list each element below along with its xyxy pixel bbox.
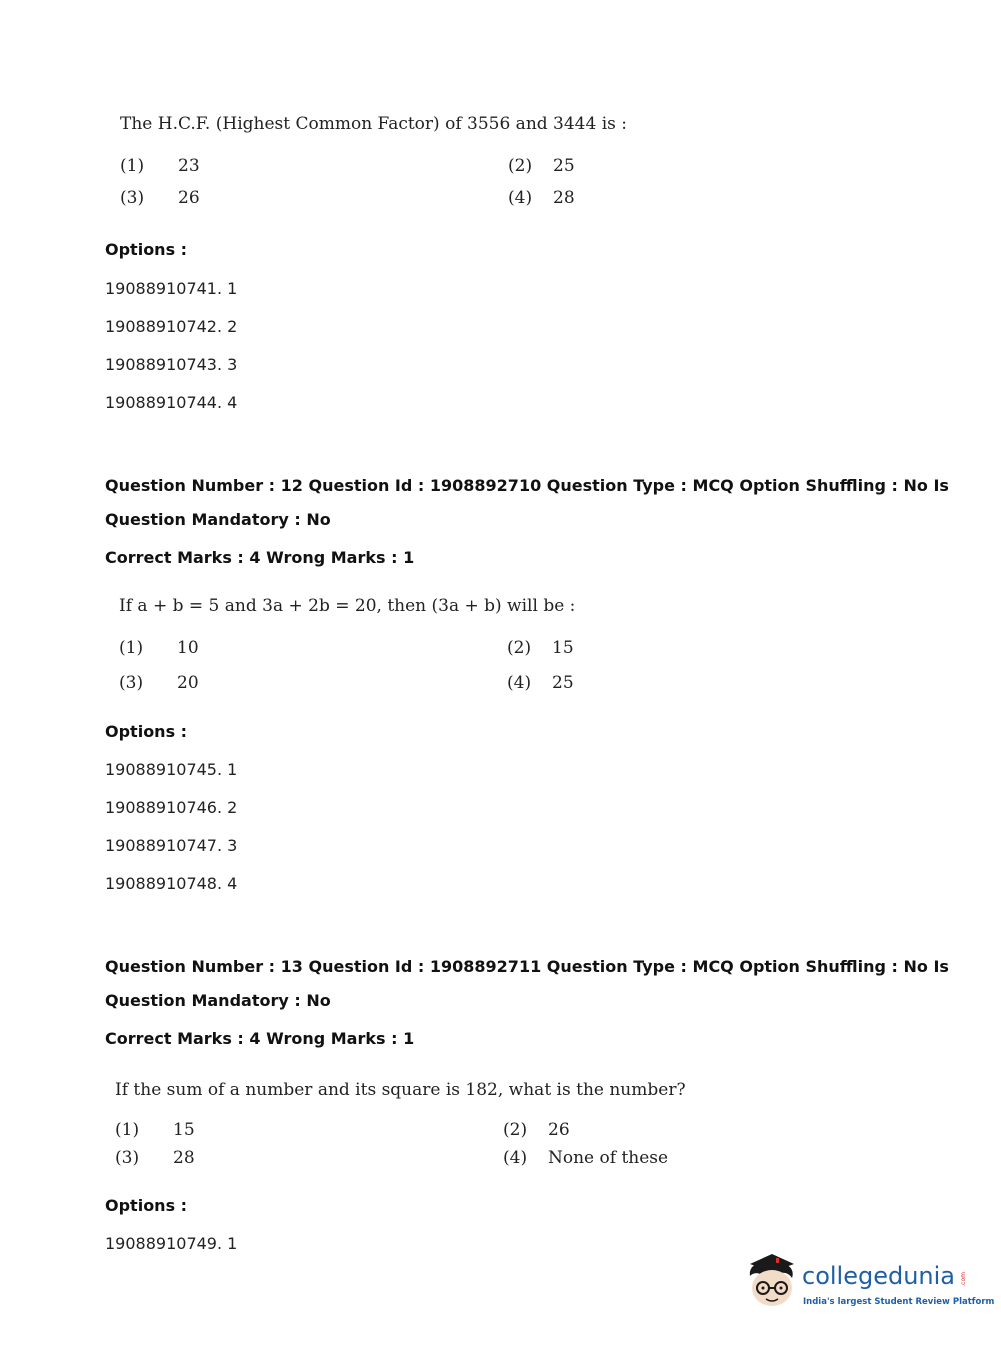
choice-number: (1) bbox=[120, 156, 145, 176]
choice-4 bbox=[507, 673, 574, 693]
choice-value: 10 bbox=[177, 638, 199, 658]
question-meta: Question Number : 13 Question Id : 1908892711 Question Type : MCQ Option Shuffling : No Is bbox=[105, 957, 949, 976]
option-item: 19088910746. 2 bbox=[105, 798, 238, 817]
question-text: If a + b = 5 and 3a + 2b = 20, then (3a + b) will be : bbox=[119, 596, 576, 616]
options-label: Options : bbox=[105, 722, 188, 741]
option-item: 19088910747. 3 bbox=[105, 836, 238, 855]
question-marks: Correct Marks : 4 Wrong Marks : 1 bbox=[105, 548, 415, 567]
option-item: 19088910744. 4 bbox=[105, 393, 238, 412]
choice-number: (2) bbox=[503, 1120, 528, 1140]
question-mandatory: Question Mandatory : No bbox=[105, 991, 331, 1010]
choice-2 bbox=[503, 1120, 570, 1140]
choice-value: 23 bbox=[178, 156, 200, 176]
choice-1 bbox=[119, 638, 199, 658]
choice-2 bbox=[508, 156, 575, 176]
choice-number: (3) bbox=[119, 673, 144, 693]
choice-number: (1) bbox=[119, 638, 144, 658]
choice-number: (4) bbox=[508, 188, 533, 208]
option-item: 19088910743. 3 bbox=[105, 355, 238, 374]
choice-value: 28 bbox=[553, 188, 575, 208]
question-text: The H.C.F. (Highest Common Factor) of 3556 and 3444 is : bbox=[120, 114, 628, 134]
options-label: Options : bbox=[105, 240, 188, 259]
choice-value: None of these bbox=[548, 1148, 669, 1168]
choice-number: (2) bbox=[507, 638, 532, 658]
choice-3 bbox=[115, 1148, 195, 1168]
choice-value: 25 bbox=[552, 673, 574, 693]
choice-4 bbox=[503, 1148, 668, 1168]
choice-value: 15 bbox=[552, 638, 574, 658]
choice-number: (3) bbox=[115, 1148, 140, 1168]
option-item: 19088910749. 1 bbox=[105, 1234, 238, 1253]
options-label: Options : bbox=[105, 1196, 188, 1215]
option-item: 19088910741. 1 bbox=[105, 279, 238, 298]
choice-3 bbox=[119, 673, 199, 693]
choice-1 bbox=[115, 1120, 195, 1140]
choice-3 bbox=[120, 188, 200, 208]
choice-value: 15 bbox=[173, 1120, 195, 1140]
choice-4 bbox=[508, 188, 575, 208]
choice-number: (2) bbox=[508, 156, 533, 176]
logo-com: .com bbox=[960, 1272, 967, 1287]
logo-wordmark: collegedunia bbox=[802, 1262, 956, 1290]
choice-number: (1) bbox=[115, 1120, 140, 1140]
option-item: 19088910748. 4 bbox=[105, 874, 238, 893]
choice-number: (4) bbox=[503, 1148, 528, 1168]
option-item: 19088910745. 1 bbox=[105, 760, 238, 779]
choice-2 bbox=[507, 638, 574, 658]
logo-tagline: India's largest Student Review Platform bbox=[803, 1297, 995, 1307]
collegedunia-mascot-icon bbox=[742, 1250, 802, 1314]
choice-value: 26 bbox=[178, 188, 200, 208]
choice-value: 25 bbox=[553, 156, 575, 176]
option-item: 19088910742. 2 bbox=[105, 317, 238, 336]
choice-1 bbox=[120, 156, 200, 176]
choice-number: (3) bbox=[120, 188, 145, 208]
question-meta: Question Number : 12 Question Id : 1908892710 Question Type : MCQ Option Shuffling : No Is bbox=[105, 476, 949, 495]
choice-number: (4) bbox=[507, 673, 532, 693]
question-mandatory: Question Mandatory : No bbox=[105, 510, 331, 529]
choice-value: 20 bbox=[177, 673, 199, 693]
question-marks: Correct Marks : 4 Wrong Marks : 1 bbox=[105, 1029, 415, 1048]
question-text: If the sum of a number and its square is 182, what is the number? bbox=[115, 1080, 686, 1100]
choice-value: 26 bbox=[548, 1120, 570, 1140]
choice-value: 28 bbox=[173, 1148, 195, 1168]
